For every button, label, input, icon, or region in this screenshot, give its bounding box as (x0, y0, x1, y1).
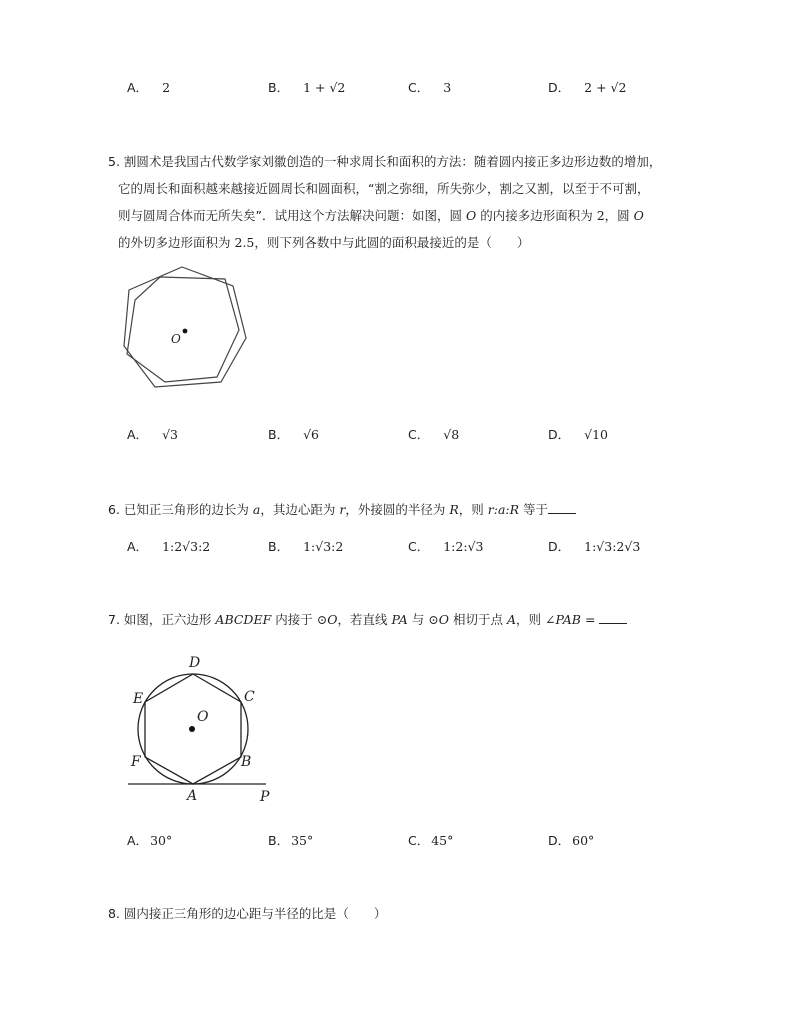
q6-text: 6. 已知正三角形的边长为 a，其边心距为 r，外接圆的半径为 R，则 r:a:R 等于 (108, 496, 708, 523)
q5-option-a: A． √3 (127, 427, 178, 442)
q5-line1: 5. 割圆术是我国古代数学家刘徽创造的一种求周长和面积的方法：随着圆内接正多边形边数的增加， (108, 154, 662, 169)
q5-center-dot (183, 329, 188, 334)
q5-line2: 它的周长和面积越来越接近圆周长和圆面积，“割之弥细，所失弥少，割之又割，以至于不可割， (118, 181, 650, 196)
q4-option-c: C． 3 (408, 80, 452, 95)
q6-option-b: B． 1:√3:2 (268, 539, 344, 554)
q7-label-e: E (133, 691, 144, 707)
q7-label-f: F (131, 754, 141, 770)
q5-line4: 的外切多边形面积为 2.5，则下列各数中与此圆的面积最接近的是（ ） (118, 235, 530, 250)
q5-option-c: C． √8 (408, 427, 460, 442)
q7-label-p: P (260, 789, 270, 805)
q7-option-b: B． 35° (268, 833, 314, 848)
q7-option-a: A． 30° (127, 833, 173, 848)
q5-line3: 则与圆周合体而无所失矣”．试用这个方法解决问题：如图，圆 O 的内接多边形面积为 2，圆 O (118, 208, 644, 223)
q5-outer-polygon (124, 267, 246, 387)
q5-text (108, 148, 708, 256)
q7-figure (120, 650, 280, 805)
q4-option-a: A． 2 (127, 80, 171, 95)
q4-option-b: B． 1 + √2 (268, 80, 346, 95)
q7-text: 7. 如图，正六边形 ABCDEF 内接于 ⊙O，若直线 PA 与 ⊙O 相切于点 A，则 ∠PAB = (108, 606, 728, 633)
q7-option-c: C． 45° (408, 833, 454, 848)
q6-option-c: C． 1:2:√3 (408, 539, 484, 554)
q5-option-b: B． √6 (268, 427, 319, 442)
q4-option-d: D． 2 + √2 (548, 80, 627, 95)
q8-number: 8. (108, 906, 120, 921)
q5-inner-polygon (127, 277, 239, 382)
q7-label-b: B (241, 754, 252, 770)
q8-text: 8. 圆内接正三角形的边心距与半径的比是（ ） (108, 906, 387, 921)
q7-label-c: C (244, 689, 255, 705)
q5-figure (115, 262, 255, 392)
q7-label-o: O (197, 709, 209, 725)
q6-option-d: D． 1:√3:2√3 (548, 539, 641, 554)
q5-label-o: O (171, 332, 181, 346)
q6-option-a: A． 1:2√3:2 (127, 539, 211, 554)
q7-option-d: D． 60° (548, 833, 595, 848)
q7-center-dot (189, 726, 195, 732)
q7-number: 7. (108, 612, 120, 627)
q6-answer-blank[interactable] (548, 501, 576, 514)
q7-answer-blank[interactable] (599, 611, 627, 624)
q5-option-d: D． √10 (548, 427, 609, 442)
q7-label-a: A (187, 788, 198, 804)
q7-label-d: D (189, 655, 201, 671)
q6-number: 6. (108, 502, 120, 517)
q5-number: 5. (108, 154, 120, 169)
